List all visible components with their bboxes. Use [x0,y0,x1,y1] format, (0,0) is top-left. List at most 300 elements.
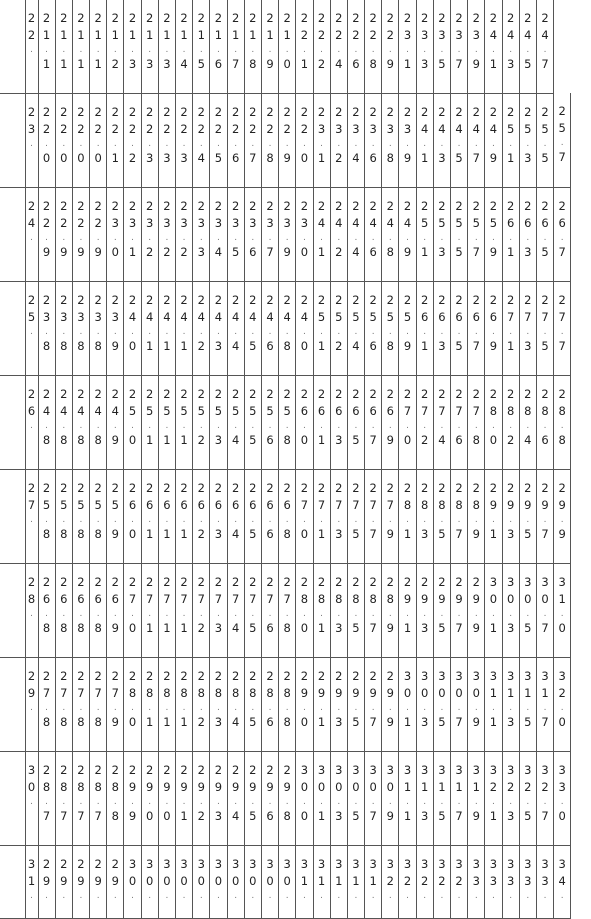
data-cell [279,845,296,918]
decimal-point: . [148,702,152,713]
data-cell [296,845,313,918]
digit-glyph: 3 [266,215,274,230]
data-cell [296,469,313,563]
digit-glyph: 9 [94,244,102,259]
digit-glyph: 3 [472,762,480,777]
data-cell [38,563,55,657]
digit-glyph: 2 [335,11,343,25]
data-cell [244,281,261,375]
digit-glyph: 4 [558,873,566,888]
table-row [0,657,571,751]
data-cell [519,187,536,281]
digit-glyph: 2 [42,104,51,119]
digit-glyph: 0 [558,620,566,635]
data-cell [244,187,261,281]
digit-glyph: 7 [369,620,377,635]
decimal-point: . [113,796,117,807]
decimal-point: . [320,138,324,149]
digit-glyph: 2 [317,104,326,119]
digit-glyph: 9 [421,591,429,606]
digit-glyph: 3 [27,121,36,136]
digit-glyph: 2 [524,779,532,794]
digit-glyph: 2 [524,480,532,495]
digit-glyph: 1 [421,150,429,165]
digit-glyph: 2 [197,620,205,635]
decimal-point: . [440,608,444,619]
digit-glyph: 2 [60,215,68,230]
decimal-point: . [217,232,220,243]
digit-glyph: 1 [146,28,154,42]
decimal-point: . [268,702,272,713]
digit-glyph: 8 [283,432,291,447]
digit-glyph: 3 [335,856,343,871]
data-cell [261,657,278,751]
digit-glyph: 4 [197,150,205,165]
digit-glyph: 3 [180,215,188,230]
decimal-point: . [474,796,478,807]
digit-glyph: 2 [60,856,68,871]
data-cell [107,187,124,281]
data-cell [399,0,416,93]
decimal-point: . [406,608,409,619]
digit-glyph: 0 [335,779,343,794]
digit-glyph: 3 [231,856,240,871]
data-cell [261,563,278,657]
digit-glyph: 3 [266,856,274,871]
digit-glyph: 2 [163,762,171,777]
digit-glyph: 2 [214,11,223,25]
digit-glyph: 6 [438,309,446,324]
digit-glyph: 4 [489,121,498,136]
digit-glyph: 0 [128,338,137,353]
decimal-point: . [285,514,289,525]
decimal-point: . [148,232,152,243]
decimal-point: . [457,420,461,431]
digit-glyph: 3 [94,309,102,324]
decimal-point: . [560,608,564,619]
decimal-point: . [457,326,461,337]
digit-glyph: 7 [283,591,291,606]
digit-glyph: 5 [524,620,532,635]
digit-glyph: 3 [27,856,36,871]
digit-glyph: 9 [283,779,291,794]
decimal-point: . [543,138,547,149]
digit-glyph: 1 [163,432,171,447]
digit-glyph: 2 [524,198,532,213]
digit-glyph: 2 [438,480,446,495]
decimal-point: . [302,890,306,901]
digit-glyph: 9 [214,779,223,794]
decimal-point: . [320,326,324,337]
digit-glyph: 3 [197,215,205,230]
decimal-point: . [526,326,530,337]
digit-glyph: 5 [541,121,549,136]
digit-glyph: 1 [317,620,326,635]
data-cell [90,657,107,751]
data-cell [141,0,158,93]
decimal-point: . [474,232,478,243]
digit-glyph: 3 [524,574,532,589]
digit-glyph: 3 [403,668,412,683]
decimal-point: . [148,138,152,149]
decimal-point: . [474,138,478,149]
digit-glyph: 2 [283,762,291,777]
digit-glyph: 3 [438,150,446,165]
digit-glyph: 2 [197,198,205,213]
decimal-point: . [234,702,238,713]
digit-glyph: 2 [180,292,188,307]
decimal-point: . [285,796,289,807]
digit-glyph: 9 [128,808,137,823]
digit-glyph: 7 [60,808,68,823]
digit-glyph: 2 [163,121,171,136]
digit-glyph: 3 [214,338,223,353]
data-cell [451,375,468,469]
digit-glyph: 9 [472,57,480,71]
decimal-point: . [234,326,238,337]
digit-glyph: 4 [335,57,343,71]
digit-glyph: 8 [266,685,274,700]
digit-glyph: 4 [111,403,119,418]
decimal-point: . [474,326,478,337]
digit-glyph: 5 [438,57,446,71]
data-cell [485,375,502,469]
digit-glyph: 4 [231,714,240,729]
decimal-point: . [79,420,83,431]
digit-glyph: 2 [180,762,188,777]
digit-glyph: 2 [197,432,205,447]
data-cell [485,0,502,93]
digit-glyph: 2 [128,386,137,401]
digit-glyph: 6 [266,526,274,541]
digit-glyph: 2 [214,292,223,307]
data-cell [279,469,296,563]
digit-glyph: 3 [438,856,446,871]
digit-glyph: 0 [163,873,171,888]
digit-glyph: 3 [403,28,412,42]
data-cell [227,845,244,918]
digit-glyph: 2 [352,11,360,25]
data-cell [107,93,124,187]
decimal-point: . [199,890,203,901]
data-cell [536,375,553,469]
data-cell [399,563,416,657]
digit-glyph: 3 [524,873,532,888]
data-cell [416,93,433,187]
decimal-point: . [79,45,83,55]
data-cell [158,187,175,281]
digit-glyph: 3 [27,762,36,777]
digit-glyph: 3 [472,668,480,683]
decimal-point: . [165,326,169,337]
digit-glyph: 4 [352,215,360,230]
data-cell [55,657,72,751]
digit-glyph: 1 [180,338,188,353]
decimal-point: . [492,890,495,901]
data-cell [244,657,261,751]
decimal-point: . [509,420,513,431]
decimal-point: . [148,890,152,901]
data-cell [468,0,485,93]
digit-glyph: 3 [558,762,566,777]
row-header-cell [25,657,38,751]
decimal-point: . [526,890,530,901]
digit-glyph: 2 [180,574,188,589]
digit-glyph: 1 [506,685,515,700]
decimal-point: . [268,138,272,149]
digit-glyph: 6 [386,403,394,418]
decimal-point: . [492,420,495,431]
digit-glyph: 7 [455,526,463,541]
digit-glyph: 2 [386,104,394,119]
digit-glyph: 2 [77,121,85,136]
digit-glyph: 2 [300,121,309,136]
decimal-point: . [165,420,169,431]
digit-glyph: 2 [335,198,343,213]
decimal-point: . [79,138,83,149]
decimal-point: . [79,608,83,619]
decimal-point: . [440,514,444,525]
digit-glyph: 2 [42,668,51,683]
digit-glyph: 3 [403,121,412,136]
decimal-point: . [543,45,547,55]
data-cell [38,657,55,751]
data-cell [519,657,536,751]
digit-glyph: 0 [180,873,188,888]
digit-glyph: 9 [506,497,515,512]
digit-glyph: 9 [403,591,412,606]
digit-glyph: 5 [524,57,532,71]
digit-glyph: 2 [146,198,154,213]
digit-glyph: 1 [541,685,549,700]
digit-glyph: 2 [283,668,291,683]
decimal-point: . [148,608,152,619]
digit-glyph: 2 [94,198,102,213]
decimal-point: . [406,702,409,713]
digit-glyph: 6 [335,403,343,418]
digit-glyph: 2 [524,292,532,307]
digit-glyph: 2 [27,28,36,42]
data-cell [519,751,536,845]
digit-glyph: 2 [317,28,326,42]
data-cell [72,0,89,93]
decimal-point: . [182,45,186,55]
data-cell [107,0,124,93]
digit-glyph: 8 [403,497,412,512]
digit-glyph: 9 [386,620,394,635]
digit-glyph: 1 [180,620,188,635]
digit-glyph: 1 [506,244,515,259]
digit-glyph: 1 [489,526,498,541]
digit-glyph: 2 [403,11,412,25]
digit-glyph: 7 [541,57,549,71]
digit-glyph: 8 [249,685,257,700]
table-row [0,93,571,187]
digit-glyph: 2 [317,386,326,401]
data-cell [313,0,330,93]
decimal-point: . [423,45,427,55]
digit-glyph: 4 [231,432,240,447]
data-cell [365,187,382,281]
digit-glyph: 1 [180,808,188,823]
digit-glyph: 6 [558,215,566,230]
decimal-point: . [474,702,478,713]
data-cell [124,657,141,751]
digit-glyph: 9 [386,526,394,541]
decimal-point: . [268,514,272,525]
decimal-point: . [148,420,152,431]
digit-glyph: 5 [266,403,274,418]
data-cell [38,375,55,469]
digit-glyph: 1 [524,685,532,700]
digit-glyph: 3 [146,150,154,165]
digit-glyph: 2 [283,574,291,589]
digit-glyph: 2 [283,198,291,213]
digit-glyph: 9 [335,685,343,700]
digit-glyph: 7 [94,808,102,823]
digit-glyph: 3 [180,856,188,871]
digit-glyph: 9 [111,338,119,353]
digit-glyph: 0 [300,620,309,635]
digit-glyph: 2 [146,292,154,307]
data-cell [55,281,72,375]
digit-glyph: 7 [421,403,429,418]
decimal-point: . [337,890,341,901]
decimal-point: . [79,232,83,243]
data-cell [554,375,571,469]
digit-glyph: 3 [524,150,532,165]
decimal-point: . [131,702,134,713]
digit-glyph: 2 [335,244,343,259]
digit-glyph: 5 [249,620,257,635]
decimal-point: . [371,138,375,149]
digit-glyph: 1 [111,28,119,42]
digit-glyph: 9 [386,685,394,700]
digit-glyph: 2 [128,762,137,777]
data-cell [176,281,193,375]
digit-glyph: 5 [489,215,498,230]
data-cell [485,657,502,751]
data-cell [72,187,89,281]
data-cell [124,469,141,563]
data-cell [451,751,468,845]
digit-glyph: 1 [489,808,498,823]
digit-glyph: 9 [489,244,498,259]
digit-glyph: 2 [317,668,326,683]
data-cell [193,845,210,918]
digit-glyph: 1 [489,620,498,635]
data-cell [382,0,399,93]
digit-glyph: 2 [403,386,412,401]
digit-glyph: 2 [386,28,394,42]
digit-glyph: 8 [541,403,549,418]
data-cell [347,93,364,187]
digit-glyph: 2 [300,386,309,401]
decimal-point: . [268,232,272,243]
digit-glyph: 8 [94,338,102,353]
digit-glyph: 2 [180,104,188,119]
decimal-point: . [509,890,513,901]
digit-glyph: 9 [111,526,119,541]
row-header-cell [25,375,38,469]
data-cell [554,751,571,845]
data-cell [399,845,416,918]
data-cell [279,563,296,657]
digit-glyph: 2 [146,762,154,777]
decimal-point: . [320,796,324,807]
digit-glyph: 7 [231,591,240,606]
digit-glyph: 8 [77,620,85,635]
decimal-point: . [30,232,33,243]
digit-glyph: 1 [249,28,257,42]
data-cell [38,469,55,563]
row-gutter [0,187,25,281]
digit-glyph: 8 [60,338,68,353]
digit-glyph: 1 [472,779,480,794]
decimal-point: . [474,608,478,619]
decimal-point: . [148,514,152,525]
digit-glyph: 2 [249,480,257,495]
digit-glyph: 3 [541,762,549,777]
data-cell [55,469,72,563]
data-cell [382,751,399,845]
digit-glyph: 4 [352,150,360,165]
digit-glyph: 5 [541,338,549,353]
data-cell [536,563,553,657]
data-cell [124,93,141,187]
digit-glyph: 2 [266,668,274,683]
digit-glyph: 3 [335,762,343,777]
data-cell [158,469,175,563]
data-cell [347,657,364,751]
digit-glyph: 5 [421,215,429,230]
digit-glyph: 6 [249,244,257,259]
digit-glyph: 1 [317,526,326,541]
decimal-point: . [457,514,461,525]
digit-glyph: 7 [558,244,566,259]
digit-glyph: 2 [42,292,51,307]
decimal-point: . [285,890,289,901]
digit-glyph: 4 [472,121,480,136]
data-cell [261,469,278,563]
decimal-point: . [199,326,203,337]
digit-glyph: 2 [403,574,412,589]
digit-glyph: 5 [283,403,291,418]
decimal-point: . [406,326,409,337]
digit-glyph: 8 [249,57,257,71]
digit-glyph: 8 [42,779,51,794]
digit-glyph: 0 [146,808,154,823]
decimal-point: . [371,890,375,901]
digit-glyph: 2 [506,104,515,119]
digit-glyph: 5 [386,309,394,324]
data-cell [365,375,382,469]
digit-glyph: 0 [317,779,326,794]
digit-glyph: 3 [421,856,429,871]
digit-glyph: 1 [317,150,326,165]
digit-glyph: 9 [42,244,51,259]
decimal-point: . [423,608,427,619]
digit-glyph: 7 [541,526,549,541]
digit-glyph: 5 [455,244,463,259]
digit-glyph: 3 [163,150,171,165]
data-cell [536,845,553,918]
table-row [0,281,571,375]
digit-glyph: 2 [335,338,343,353]
data-cell [296,563,313,657]
digit-glyph: 1 [146,338,154,353]
digit-glyph: 9 [249,779,257,794]
